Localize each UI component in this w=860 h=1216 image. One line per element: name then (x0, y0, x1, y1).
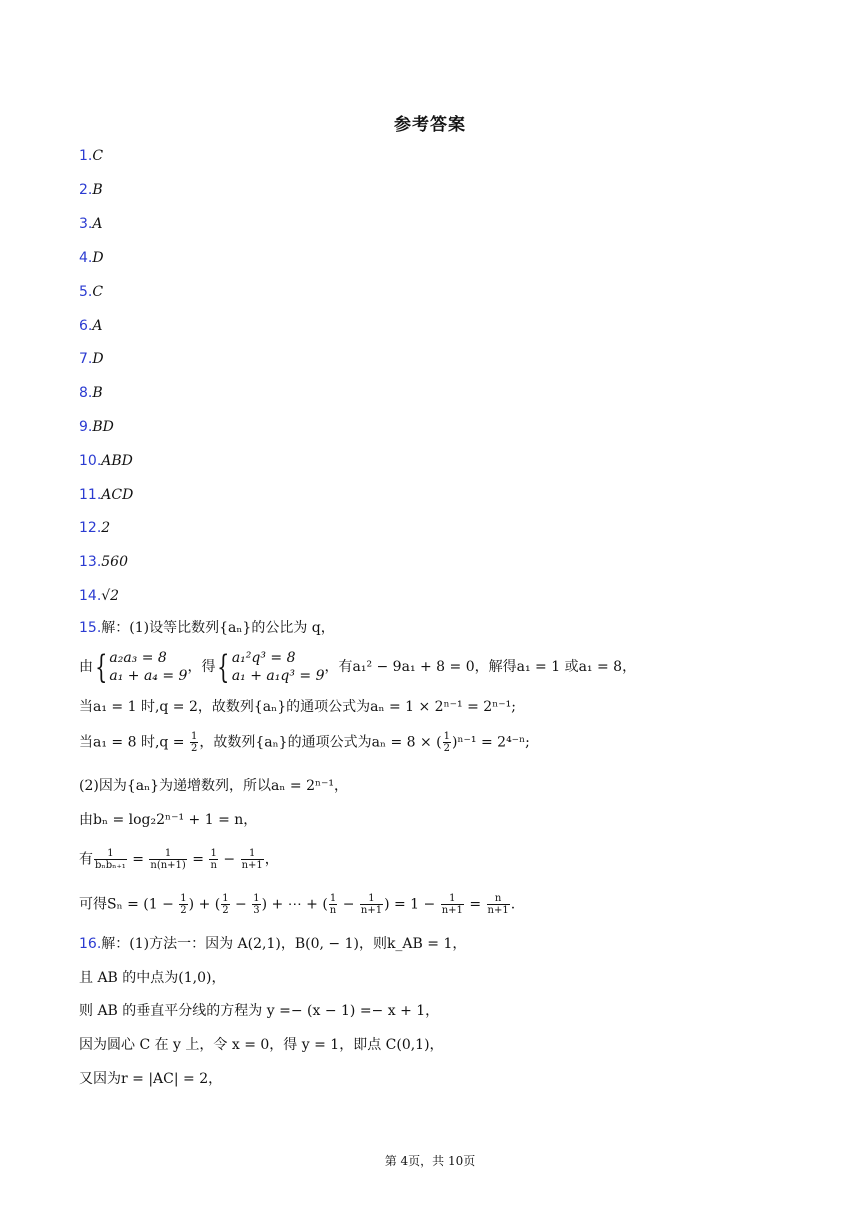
question-number: 1. (79, 148, 93, 164)
answer-value: ACD (101, 487, 134, 503)
answer-value: B (92, 385, 103, 401)
answer-item (79, 485, 133, 505)
question-number: 4. (79, 250, 93, 266)
q15-line-8: 可得Sₙ = (1 − $\frac{1}{2}$ ) + ( $\frac{1}{2}$ − $\frac{1}{3}$ ) + ⋯ + ( $\frac{1}{n}$ − $\frac{1}{n+1}$ ) = 1 − $\frac{1}{n+1}$ = $\frac{n}{n+1}$ . (79, 893, 516, 916)
q16-line-5: 又因为r = |AC| = 2， (79, 1071, 223, 1087)
answer-value: 560 (101, 554, 128, 570)
question-number: 10. (79, 453, 102, 469)
answer-item (79, 518, 110, 538)
answer-item (79, 282, 103, 302)
q15-line-7: 有 $\frac{1}{\text{bₙbₙ₊₁}}$ = $\frac{1}{n(n+1)}$ = $\frac{1}{n}$ − $\frac{1}{n+1}$ ， (79, 848, 279, 871)
answer-value: D (92, 250, 104, 266)
q15-line-4: 当a₁ = 8 时,q = $\frac{1}{2}$ ，故数列{aₙ}的通项公式为aₙ = 8 × ( $\frac{1}{2}$ )ⁿ⁻¹ = 2⁴⁻ⁿ; (79, 731, 530, 754)
question-number: 7. (79, 351, 93, 367)
q15-line-3: 当a₁ = 1 时,q = 2，故数列{aₙ}的通项公式为aₙ = 1 × 2ⁿ⁻¹ = 2ⁿ⁻¹; (79, 699, 516, 715)
q16-line-2: 且 AB 的中点为(1,0)， (79, 970, 226, 986)
equation-system-2: a₁²q³ = 8 a₁ + a₁q³ = 9 (231, 650, 325, 684)
answer-item (79, 214, 102, 234)
answer-value: D (92, 351, 104, 367)
brace-icon: { (217, 648, 230, 686)
question-number: 3. (79, 216, 93, 232)
answer-value: √2 (101, 588, 120, 604)
question-number: 11. (79, 487, 102, 503)
question-number: 15. (79, 620, 102, 636)
answer-value: C (92, 148, 104, 164)
answer-item (79, 146, 103, 166)
answer-value: B (92, 182, 103, 198)
question-number: 9. (79, 419, 93, 435)
question-number: 5. (79, 284, 93, 300)
answer-item (79, 451, 133, 471)
answer-item (79, 417, 114, 437)
equation-system-1: a₂a₃ = 8 a₁ + a₄ = 9 (109, 650, 188, 684)
question-number: 2. (79, 182, 93, 198)
q15-line-6: 由bₙ = log₂2ⁿ⁻¹ + 1 = n， (79, 812, 258, 828)
answer-item (79, 349, 104, 369)
q16-line-3: 则 AB 的垂直平分线的方程为 y =− (x − 1) =− x + 1， (79, 1003, 440, 1019)
answer-value: ABD (101, 453, 133, 469)
answer-item (79, 586, 119, 606)
answer-value: 2 (101, 520, 111, 536)
question-number: 13. (79, 554, 102, 570)
page-title: 参考答案 (394, 115, 466, 135)
page-footer: 第 4页，共 10页 (384, 1154, 476, 1168)
question-number: 12. (79, 520, 102, 536)
answer-value: BD (92, 419, 114, 435)
answer-item (79, 316, 102, 336)
q15-line-2: 由{ a₂a₃ = 8 a₁ + a₄ = 9 ，得{ a₁²q³ = 8 a₁ + a₁q³ = 9 ，有a₁² − 9a₁ + 8 = 0，解得a₁ = 1 或a₁ = 8， (79, 648, 637, 686)
question-number: 8. (79, 385, 93, 401)
question-number: 6. (79, 318, 93, 334)
q15-line-5: (2)因为{aₙ}为递增数列，所以aₙ = 2ⁿ⁻¹， (79, 778, 349, 794)
answer-value: A (92, 216, 103, 232)
question-number: 14. (79, 588, 102, 604)
q16-line-4: 因为圆心 C 在 y 上，令 x = 0，得 y = 1，即点 C(0,1)， (79, 1037, 444, 1053)
answer-item (79, 552, 128, 572)
q16-line-1: 16.解：(1)方法一：因为 A(2,1)，B(0, − 1)，则k_AB = 1， (79, 936, 467, 952)
q15-line-1: 15.解：(1)设等比数列{aₙ}的公比为 q， (79, 620, 335, 636)
answer-item (79, 248, 104, 268)
answer-value: A (92, 318, 103, 334)
answer-item (79, 383, 103, 403)
question-number: 16. (79, 936, 102, 952)
brace-icon: { (95, 648, 108, 686)
answer-item (79, 180, 103, 200)
answer-value: C (92, 284, 104, 300)
